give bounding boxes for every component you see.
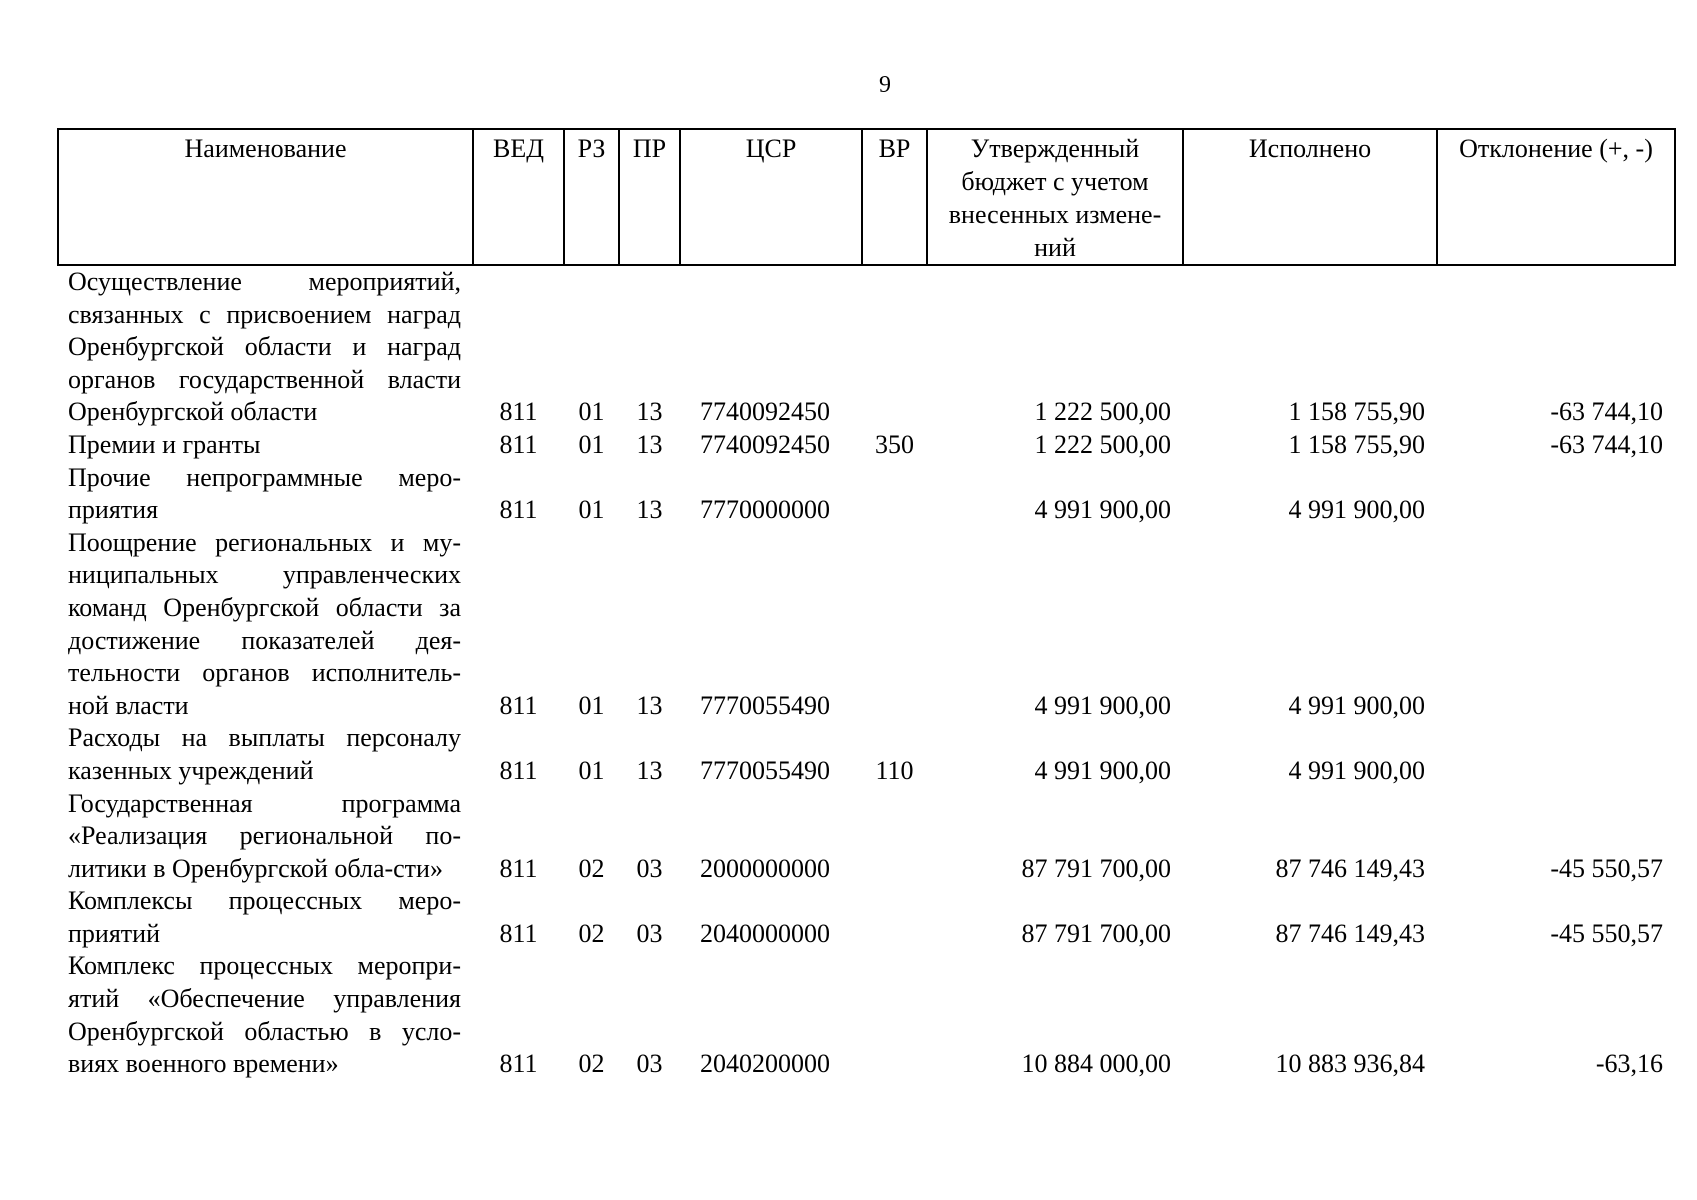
row-rz: 02 (578, 853, 605, 883)
row-rz: 01 (578, 755, 605, 785)
table-row (58, 950, 1675, 1080)
row-ved: 811 (499, 495, 538, 525)
row-vr: 110 (875, 755, 914, 785)
row-executed: 4 991 900,00 (1288, 690, 1425, 720)
table-row (58, 722, 1675, 787)
row-csr: 7770055490 (700, 755, 830, 785)
row-deviation: -63 744,10 (1550, 397, 1663, 427)
column-header-csr: ЦСР (680, 129, 862, 265)
row-approved: 1 222 500,00 (1034, 397, 1171, 427)
row-ved: 811 (499, 690, 538, 720)
row-vr (862, 950, 927, 1080)
row-executed: 4 991 900,00 (1288, 495, 1425, 525)
row-csr: 7740092450 (700, 397, 830, 427)
row-vr (862, 462, 927, 527)
row-rz: 02 (578, 918, 605, 948)
row-deviation (1437, 527, 1675, 723)
row-name: Расходы на выплаты персоналу казенных учреждений (68, 723, 461, 785)
row-name: Поощрение региональных и му-ниципальных управленческих команд Оренбургской области за достижение показателей дея-тельности органов исполнитель-ной власти (68, 527, 461, 720)
row-approved: 4 991 900,00 (1034, 495, 1171, 525)
row-csr: 2000000000 (700, 853, 830, 883)
row-ved: 811 (499, 1049, 538, 1079)
row-rz: 01 (578, 690, 605, 720)
row-vr: 350 (875, 429, 914, 459)
row-ved: 811 (499, 429, 538, 459)
row-pr: 13 (636, 755, 663, 785)
row-pr: 13 (636, 495, 663, 525)
row-ved: 811 (499, 397, 538, 427)
row-csr: 2040200000 (700, 1049, 830, 1079)
column-header-executed: Исполнено (1183, 129, 1437, 265)
row-pr: 03 (636, 918, 663, 948)
row-approved: 1 222 500,00 (1034, 429, 1171, 459)
column-header-name: Наименование (58, 129, 473, 265)
row-deviation: -63 744,10 (1550, 429, 1663, 459)
row-ved: 811 (499, 853, 538, 883)
row-vr (862, 527, 927, 723)
row-deviation (1437, 462, 1675, 527)
row-executed: 87 746 149,43 (1275, 853, 1425, 883)
row-executed: 4 991 900,00 (1288, 755, 1425, 785)
column-header-deviation: Отклонение (+, -) (1437, 129, 1675, 265)
budget-table (57, 128, 1676, 1081)
row-rz: 01 (578, 495, 605, 525)
row-pr: 13 (636, 397, 663, 427)
table-row (58, 885, 1675, 950)
column-header-ved: ВЕД (473, 129, 564, 265)
row-approved: 87 791 700,00 (1021, 853, 1171, 883)
row-approved: 4 991 900,00 (1034, 755, 1171, 785)
row-rz: 02 (578, 1049, 605, 1079)
row-name: Комплексы процессных меро-приятий (68, 886, 461, 948)
row-csr: 2040000000 (700, 918, 830, 948)
row-pr: 13 (636, 429, 663, 459)
row-pr: 03 (636, 1049, 663, 1079)
table-row (58, 429, 1675, 462)
row-deviation: -45 550,57 (1550, 918, 1663, 948)
table-header-row (58, 129, 1675, 265)
row-ved: 811 (499, 755, 538, 785)
row-pr: 03 (636, 853, 663, 883)
row-ved: 811 (499, 918, 538, 948)
row-csr: 7770000000 (700, 495, 830, 525)
row-vr (862, 265, 927, 429)
row-csr: 7740092450 (700, 429, 830, 459)
row-executed: 87 746 149,43 (1275, 918, 1425, 948)
row-name: Прочие непрограммные меро-приятия (68, 462, 461, 525)
table-row (58, 462, 1675, 527)
row-name: Комплекс процессных меропри-ятий «Обеспечение управления Оренбургской областью в усло-виях военного времени» (68, 951, 461, 1079)
column-header-rz: РЗ (564, 129, 619, 265)
row-name: Государственная программа «Реализация региональной по-литики в Оренбургской обла-сти» (68, 788, 461, 883)
row-approved: 10 884 000,00 (1021, 1049, 1171, 1079)
row-pr: 13 (636, 690, 663, 720)
row-csr: 7770055490 (700, 690, 830, 720)
column-header-pr: ПР (619, 129, 680, 265)
row-rz: 01 (578, 397, 605, 427)
table-row (58, 265, 1675, 429)
table-row (58, 527, 1675, 723)
row-name: Премии и гранты (68, 429, 261, 459)
row-deviation (1437, 722, 1675, 787)
page-number: 9 (879, 72, 891, 98)
row-executed: 10 883 936,84 (1275, 1049, 1425, 1079)
row-rz: 01 (578, 429, 605, 459)
row-executed: 1 158 755,90 (1288, 397, 1425, 427)
row-executed: 1 158 755,90 (1288, 429, 1425, 459)
row-deviation: -45 550,57 (1550, 853, 1663, 883)
column-header-approved-budget: Утвержденный бюджет с учетом внесенных измене-ний (927, 129, 1183, 265)
row-approved: 87 791 700,00 (1021, 918, 1171, 948)
table-row (58, 788, 1675, 886)
row-deviation: -63,16 (1595, 1049, 1663, 1079)
row-name: Осуществление мероприятий, связанных с присвоением наград Оренбургской области и наград органов государственной власти Оренбургской области (68, 267, 461, 427)
row-vr (862, 885, 927, 950)
row-vr (862, 788, 927, 886)
column-header-vr: ВР (862, 129, 927, 265)
row-approved: 4 991 900,00 (1034, 690, 1171, 720)
